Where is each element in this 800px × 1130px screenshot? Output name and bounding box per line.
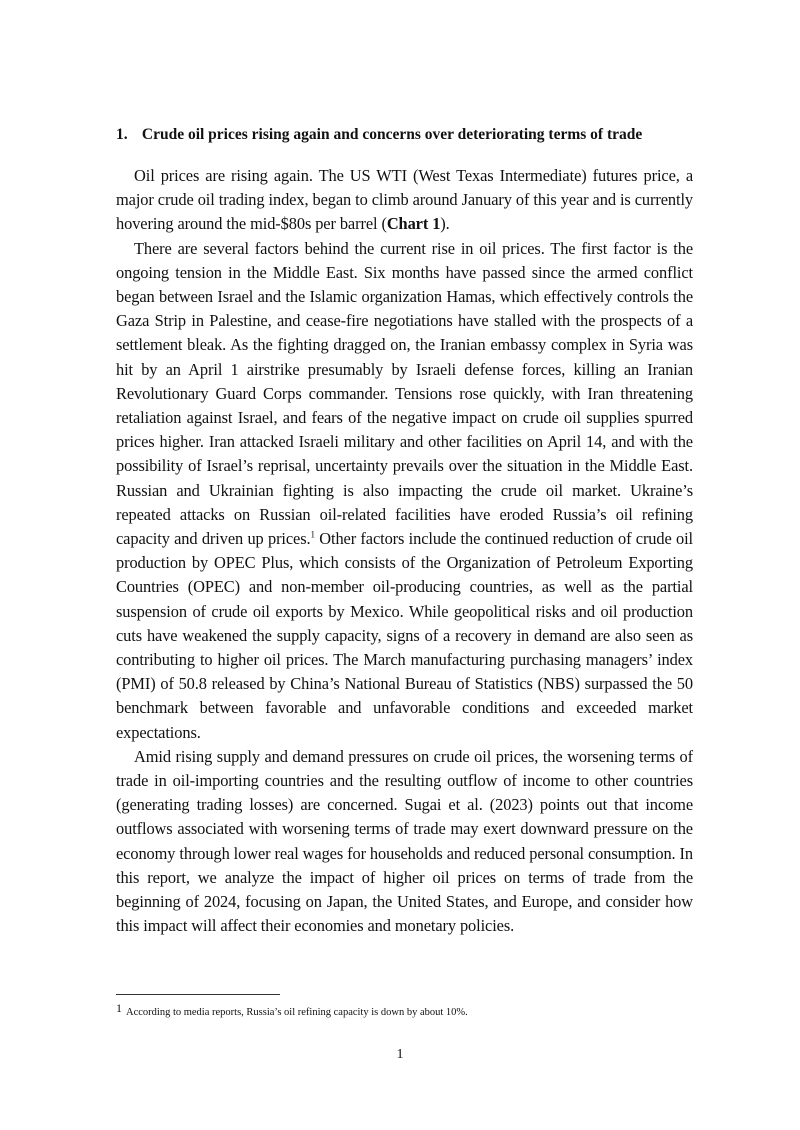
footnote [116, 1000, 468, 1021]
section-number: 1. [116, 126, 128, 143]
footnote-reference[interactable]: 1 [310, 529, 315, 540]
footnote-number: 1 [116, 1001, 122, 1015]
page-number: 1 [396, 1047, 404, 1062]
footnote-divider [116, 994, 280, 995]
chart-reference: Chart 1 [386, 214, 441, 234]
footnote-text: According to media reports, Russia’s oil refining capacity is down by about 10%. [126, 1007, 468, 1018]
paragraph-1 [116, 164, 693, 237]
paragraph-2-text-before: There are several factors behind the current rise in oil prices. The first factor is the ongoing tension in the Middle East. Six months have passed since the armed conflict began between Israel and the Islamic organization Hamas, which effectively controls the Gaza Strip in Palestine, and cease-fire negotiations have stalled with the prospects of a settlement bleak. As the fighting dragged on, the Iranian embassy complex in Syria was hit by an April 1 airstrike presumably by Israeli defense forces, killing an Iranian Revolutionary Guard Corps commander. Tensions rose quickly, with Iran threatening retaliation against Israel, and fears of the negative impact on crude oil supplies spurred prices higher. Iran attacked Israeli military and other facilities on April 14, and with the possibility of Israel’s reprisal, uncertainty prevails over the situation in the Middle East. Russian and Ukrainian fighting is also impacting the crude oil market. Ukraine’s repeated attacks on Russian oil-related facilities have eroded Russia’s oil refining capacity and driven up prices. [116, 238, 693, 549]
paragraph-1-text-after: ). [440, 214, 450, 234]
section-heading [116, 124, 693, 146]
paragraph-3: Amid rising supply and demand pressures on crude oil prices, the worsening terms of trade in oil-importing countries and the resulting outflow of income to other countries (generating trading losses) are concerned. Sugai et al. (2023) points out that income outflows associated with worsening terms of trade may exert downward pressure on the economy through lower real wages for households and reduced personal consumption. In this report, we analyze the impact of higher oil prices on terms of trade from the beginning of 2024, focusing on Japan, the United States, and Europe, and consider how this impact will affect their economies and monetary policies. [116, 746, 693, 936]
section-title: Crude oil prices rising again and concerns over deteriorating terms of trade [141, 126, 643, 143]
document-body [116, 124, 693, 939]
paragraph-1-text-before: Oil prices are rising again. The US WTI (West Texas Intermediate) futures price, a major crude oil trading index, began to climb around January of this year and is currently hovering around the mid-$80s per barrel ( [116, 166, 693, 234]
paragraph-2 [116, 237, 693, 745]
paragraph-2-text-after: Other factors include the continued reduction of crude oil production by OPEC Plus, which consists of the Organization of Petroleum Exporting Countries (OPEC) and non-member oil-producing countries, as well as the partial suspension of crude oil exports by Mexico. While geopolitical risks and oil production cuts have weakened the supply capacity, signs of a recovery in demand are also seen as contributing to higher oil prices. The March manufacturing purchasing managers’ index (PMI) of 50.8 released by China’s National Bureau of Statistics (NBS) surpassed the 50 benchmark between favorable and unfavorable conditions and exceeded market expectations. [116, 529, 694, 742]
